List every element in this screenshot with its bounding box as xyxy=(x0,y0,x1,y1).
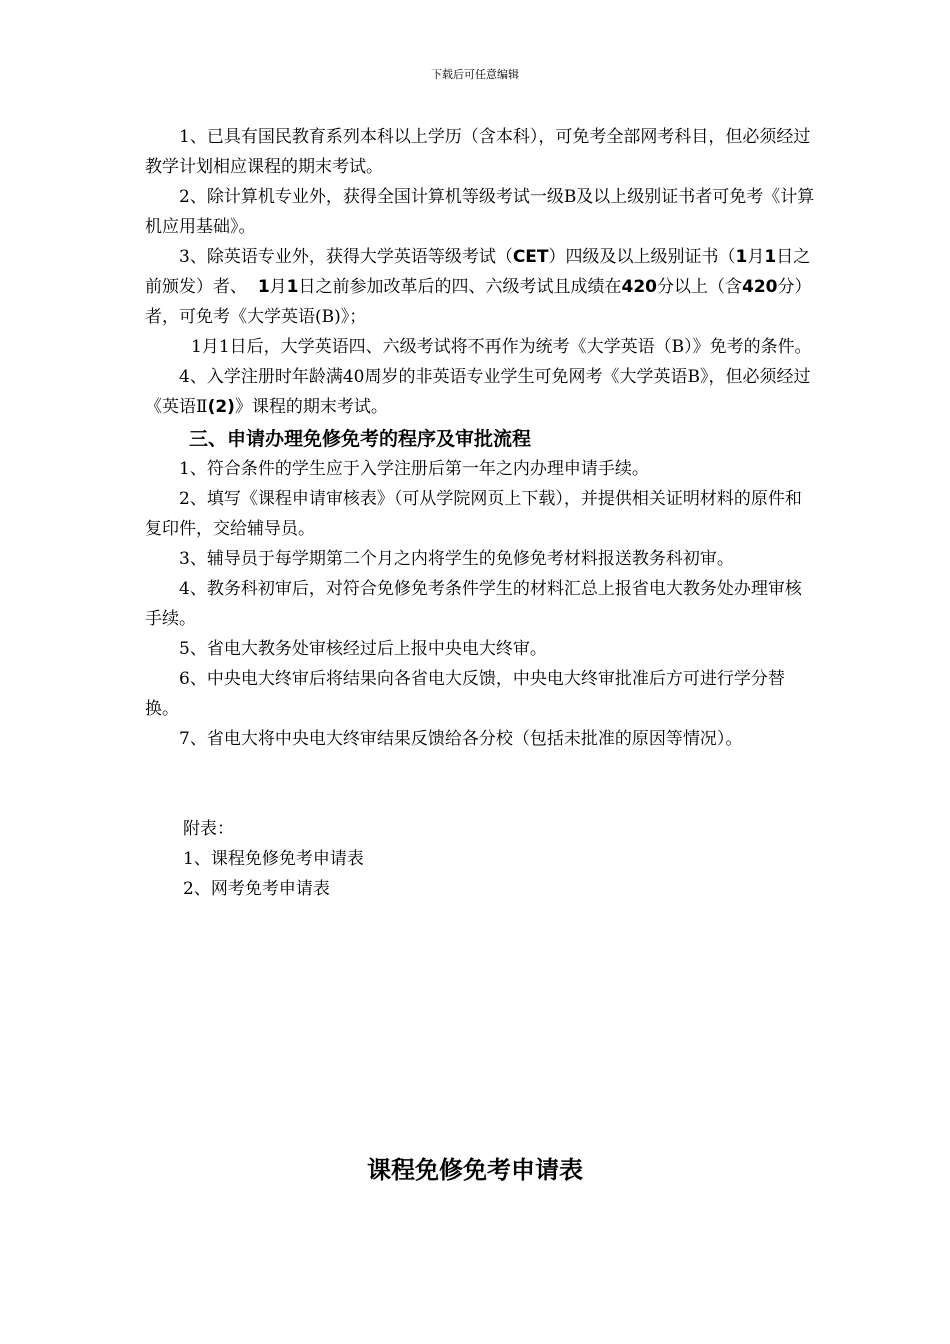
step-1: 1、符合条件的学生应于入学注册后第一年之内办理申请手续。 xyxy=(179,459,649,479)
step-4: 4、教务科初审后，对符合免修免考条件学生的材料汇总上报省电大教务处办理审核手续。 xyxy=(145,579,802,629)
step-6: 6、中央电大终审后将结果向各省电大反馈，中央电大终审批准后方可进行学分替换。 xyxy=(145,669,785,719)
form-title: 课程免修免考申请表 xyxy=(367,1156,583,1184)
item-3-num: 1 xyxy=(257,277,270,297)
item-3-text: ）四级及以上级别证书（ xyxy=(548,247,736,267)
item-3 xyxy=(145,242,817,332)
step-5: 5、省电大教务处审核经过后上报中央电大终审。 xyxy=(179,639,547,659)
item-4-text: 》课程的期末考试。 xyxy=(234,397,388,417)
item-3-note: 1月1日后，大学英语四、六级考试将不再作为统考《大学英语（B）》免考的条件。 xyxy=(191,337,812,357)
item-3-text: 分）者，可免考《大学英语(B)》； xyxy=(145,277,812,327)
document-body xyxy=(145,122,817,904)
item-3-num: 1 xyxy=(735,247,748,267)
attachments-label: 附表： xyxy=(183,819,234,839)
item-3-text: 分以上（含 xyxy=(657,277,742,297)
item-3-score: 420 xyxy=(621,277,657,297)
attachment-item: 2、网考免考申请表 xyxy=(183,879,330,899)
item-1: 1、已具有国民教育系列本科以上学历（含本科），可免考全部网考科目，但必须经过教学计划相应课程的期末考试。 xyxy=(145,127,811,177)
item-3-num: 1 xyxy=(286,277,299,297)
item-3-text: 日之前颁发）者、 xyxy=(145,247,811,297)
item-3-text: 月 xyxy=(269,277,287,297)
item-4-bold: (2) xyxy=(207,397,235,417)
spacer xyxy=(145,754,817,814)
step-3: 3、辅导员于每学期第二个月之内将学生的免修免考材料报送教务科初审。 xyxy=(179,549,734,569)
page-header: 下载后可任意编辑 xyxy=(431,68,519,81)
item-2: 2、除计算机专业外，获得全国计算机等级考试一级B及以上级别证书者可免考《计算机应用基础》。 xyxy=(145,187,815,237)
step-2: 2、填写《课程申请审核表》（可从学院网页上下载），并提供相关证明材料的原件和复印件，交给辅导员。 xyxy=(145,489,802,539)
item-3-text: 3、除英语专业外，获得大学英语等级考试（ xyxy=(179,247,513,267)
attachment-item: 1、课程免修免考申请表 xyxy=(183,849,364,869)
step-7: 7、省电大将中央电大终审结果反馈给各分校（包括未批准的原因等情况）。 xyxy=(179,729,743,749)
item-4 xyxy=(145,362,817,422)
item-3-cet: CET xyxy=(512,247,549,267)
item-3-num: 1 xyxy=(764,247,777,267)
item-3-score: 420 xyxy=(742,277,778,297)
item-4-text: 4、入学注册时年龄满40周岁的非英语专业学生可免网考《大学英语B》，但必须经过《英语Ⅱ xyxy=(145,367,811,417)
item-3-text: 日之前参加改革后的四、六级考试且成绩在 xyxy=(298,277,622,297)
section-3-heading: 三、申请办理免修免考的程序及审批流程 xyxy=(189,428,532,450)
item-3-text: 月 xyxy=(747,247,765,267)
